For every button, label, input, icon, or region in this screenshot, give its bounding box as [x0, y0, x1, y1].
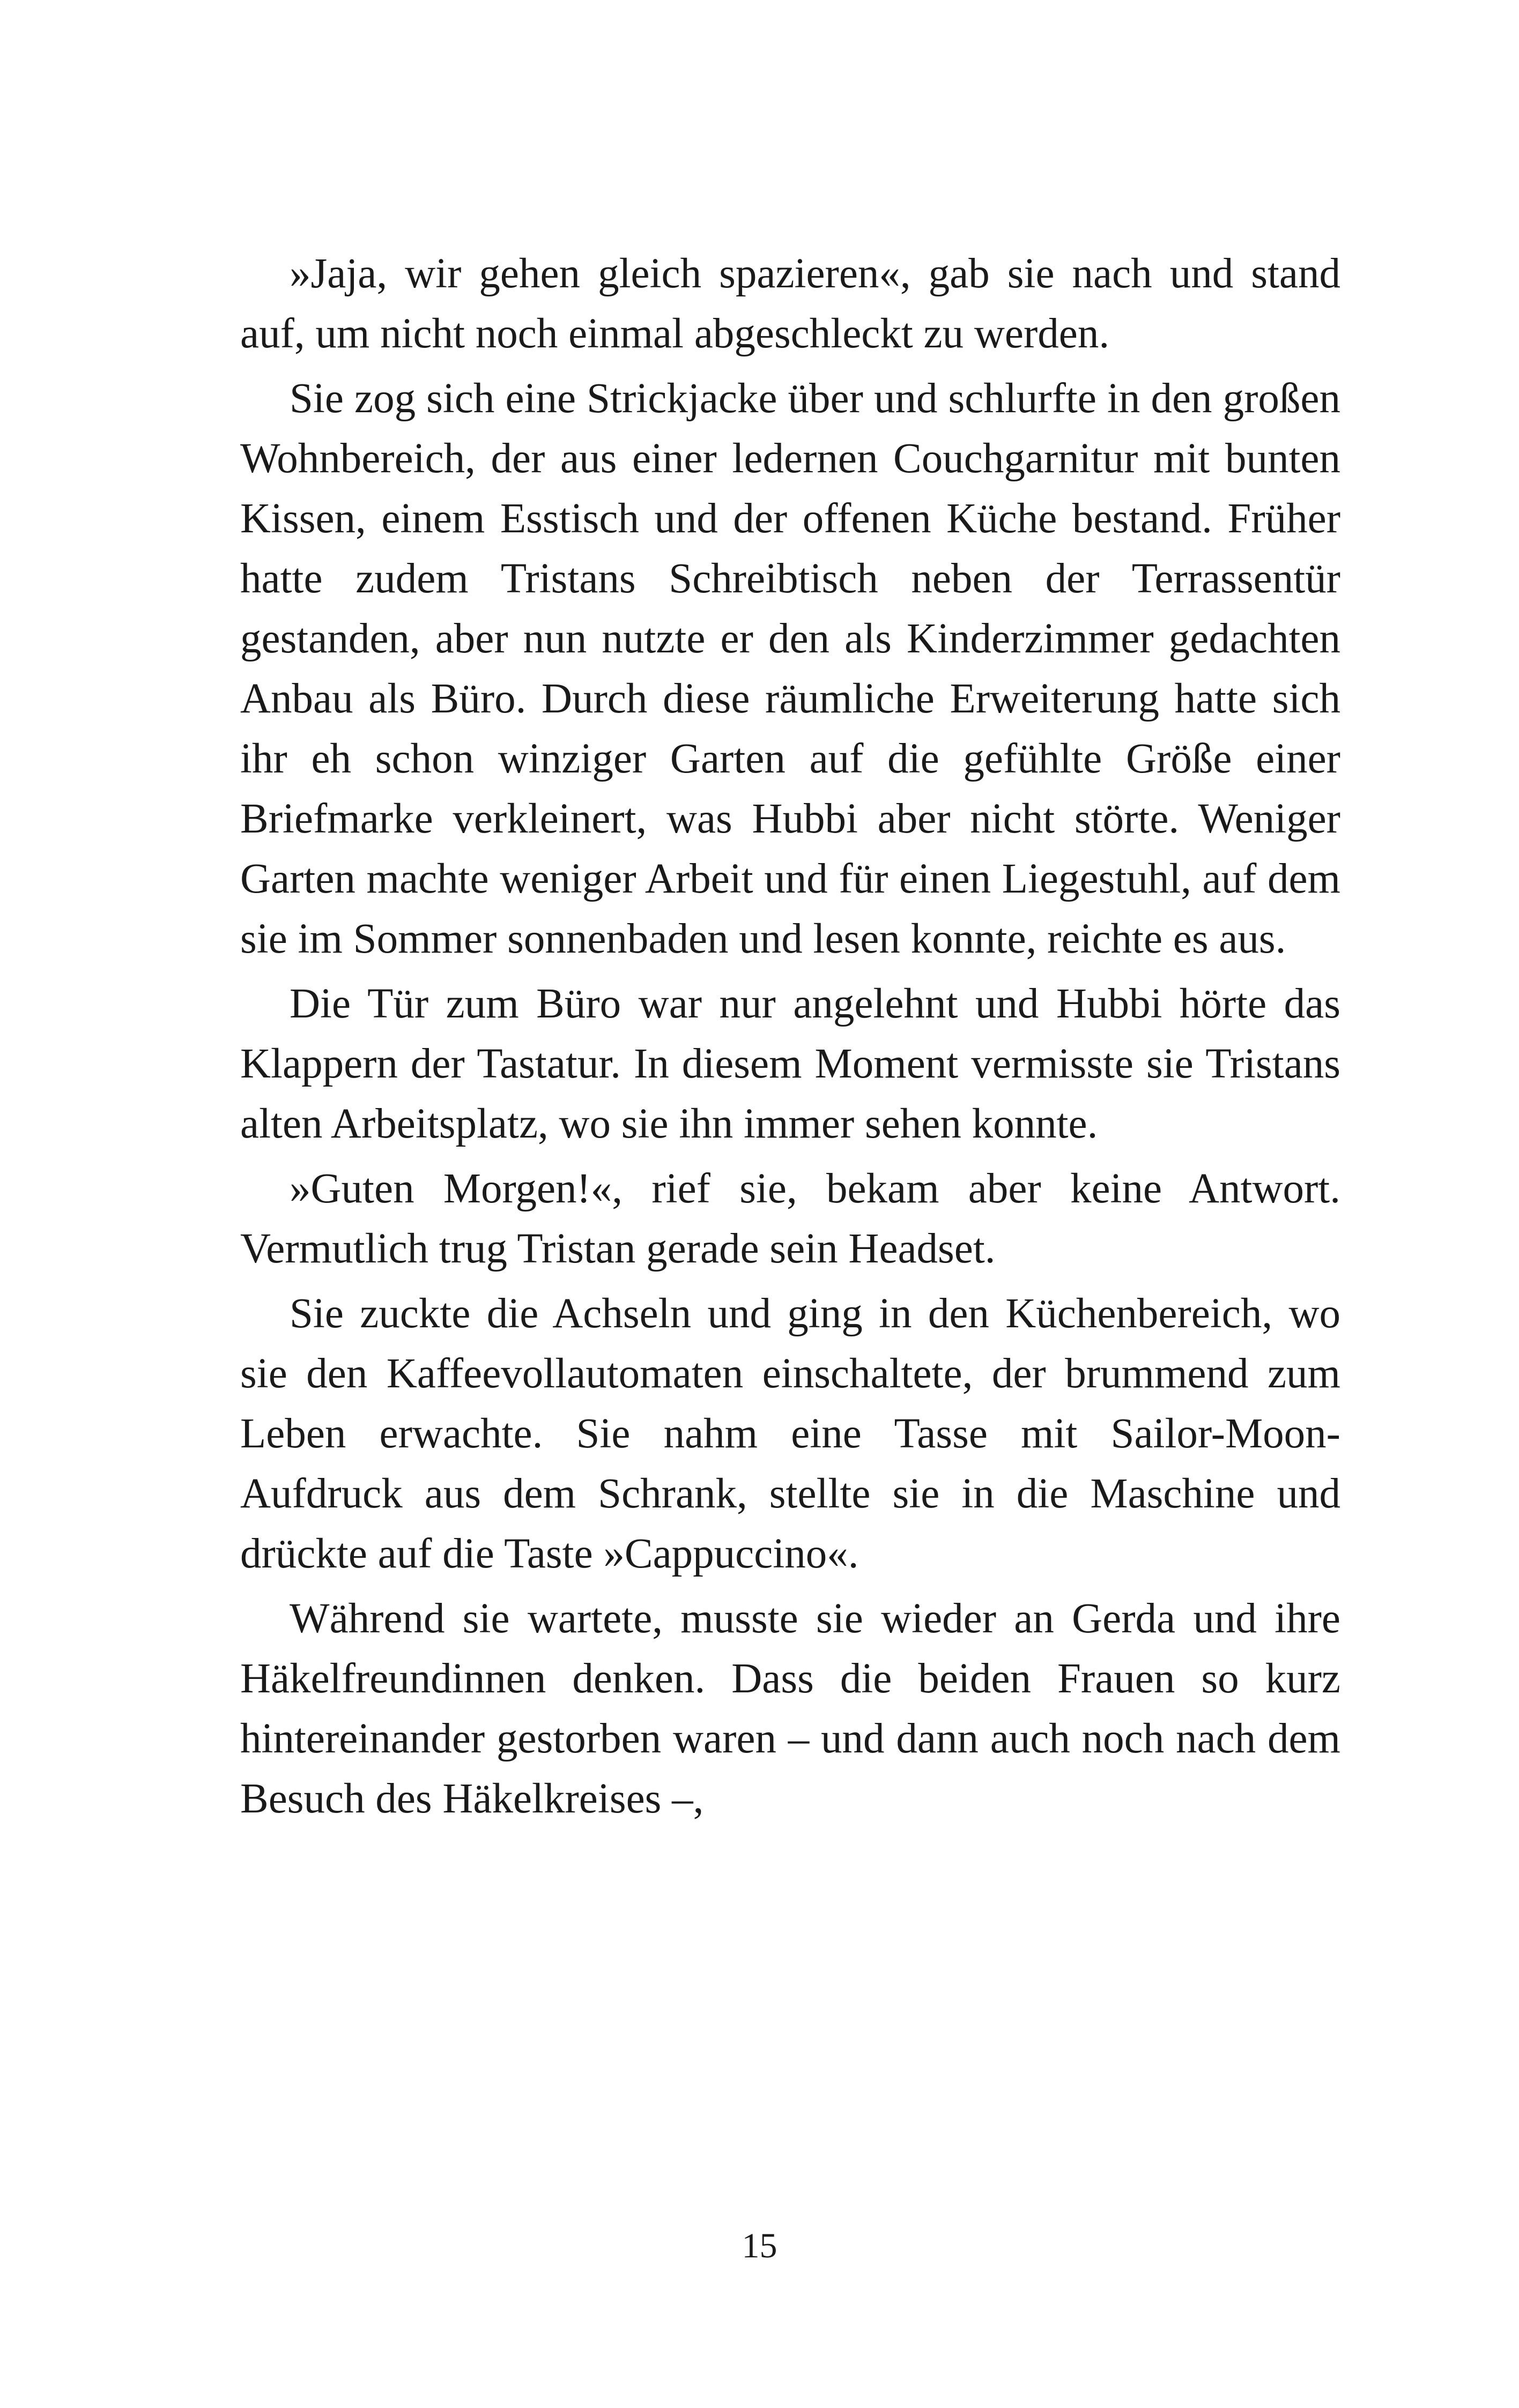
page-number: 15: [742, 2226, 777, 2265]
paragraph-1: »Jaja, wir gehen gleich spazieren«, gab sie nach und stand auf, um nicht noch einmal abgeschleckt zu werden.: [240, 250, 1340, 357]
paragraph-3: Die Tür zum Büro war nur angelehnt und Hubbi hörte das Klappern der Tastatur. In diesem Moment vermisste sie Tristans alten Arbeitsplatz, wo sie ihn immer sehen konnte.: [240, 980, 1340, 1147]
paragraph-6: Während sie wartete, musste sie wieder an Gerda und ihre Häkelfreundinnen denken. Dass die beiden Frauen so kurz hintereinander gestorben waren – und dann auch noch nach dem Besuch des Häkelkreises –,: [240, 1595, 1340, 1822]
paragraph-2: Sie zog sich eine Strickjacke über und schlurfte in den großen Wohnbereich, der aus einer ledernen Couchgarnitur mit bunten Kissen, einem Esstisch und der offenen Küche bestand. Früher hatte zudem Tristans Schreibtisch neben der Terrassentür gestanden, aber nun nutzte er den als Kinderzimmer gedachten Anbau als Büro. Durch diese räumliche Erweiterung hatte sich ihr eh schon winziger Garten auf die gefühlte Größe einer Briefmarke verkleinert, was Hubbi aber nicht störte. Weniger Garten machte weniger Arbeit und für einen Liegestuhl, auf dem sie im Sommer sonnenbaden und lesen konnte, reichte es aus.: [240, 375, 1340, 962]
paragraph-5: Sie zuckte die Achseln und ging in den Küchenbereich, wo sie den Kaffeevollautomaten einschaltete, der brummend zum Leben erwachte. Sie nahm eine Tasse mit Sailor-Moon-Aufdruck aus dem Schrank, stellte sie in die Maschine und drückte auf die Taste »Cappuccino«.: [240, 1290, 1340, 1577]
paragraph-4: »Guten Morgen!«, rief sie, bekam aber keine Antwort. Vermutlich trug Tristan gerade sein Headset.: [240, 1165, 1340, 1272]
page-body: [240, 244, 1340, 1834]
